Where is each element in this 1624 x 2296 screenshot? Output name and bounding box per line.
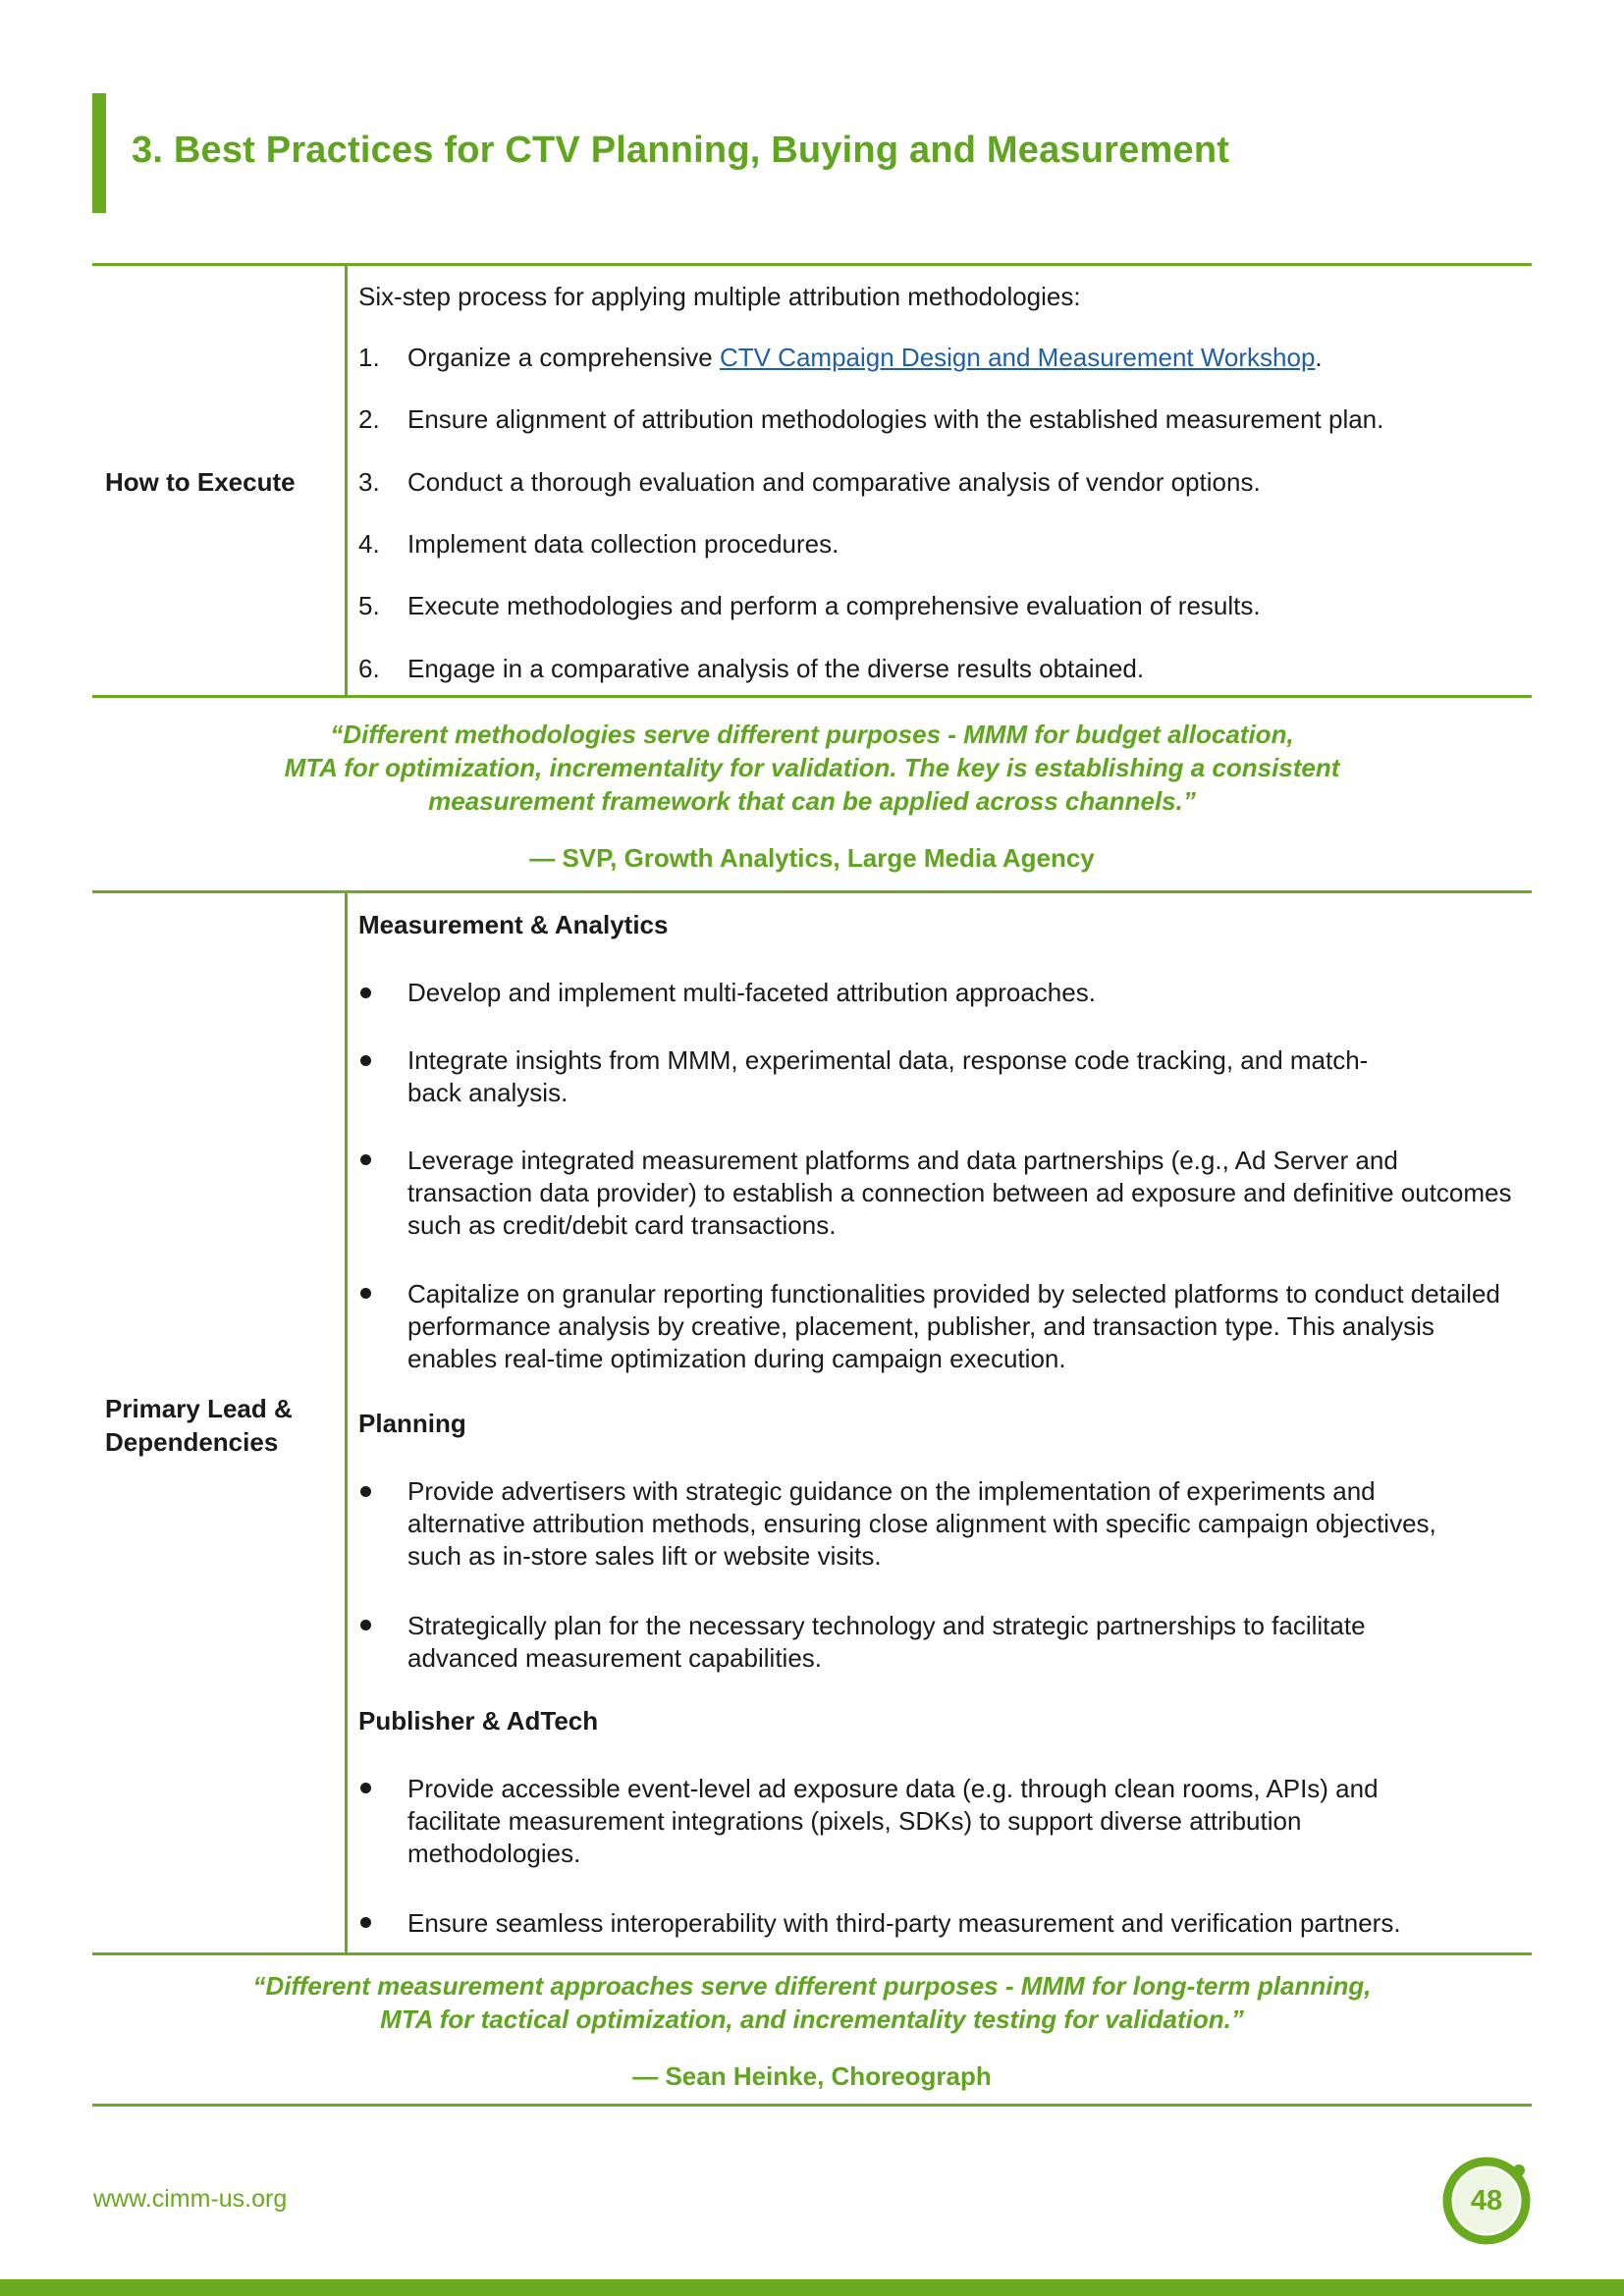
quote-attribution: — Sean Heinke, Choreograph bbox=[632, 2061, 992, 2091]
list-item: Integrate insights from MMM, experimental data, response code tracking, and match-back analysis. bbox=[407, 1045, 1369, 1107]
page-number: 48 bbox=[1470, 2185, 1503, 2216]
list-item: Provide advertisers with strategic guidance on the implementation of experiments and alternative attribution methods, ensuring close alignment with specific campaign objectives, such as in-store sales lift or website visits. bbox=[407, 1476, 1436, 1571]
step-number: 4. bbox=[358, 529, 380, 559]
quote-attribution: — SVP, Growth Analytics, Large Media Agency bbox=[529, 843, 1095, 873]
lead-top-rule bbox=[92, 890, 1532, 893]
bullet-icon bbox=[360, 1783, 371, 1793]
section-heading: Planning bbox=[358, 1409, 466, 1438]
title-accent-bar bbox=[92, 93, 106, 213]
section-heading: Measurement & Analytics bbox=[358, 910, 669, 939]
step-item-1 bbox=[407, 341, 1323, 374]
bullet-icon bbox=[360, 1288, 371, 1299]
step-number: 3. bbox=[358, 467, 380, 497]
step-number: 5. bbox=[358, 591, 380, 620]
step-suffix: . bbox=[1315, 343, 1323, 372]
step-item-2: Ensure alignment of attribution methodologies with the established measurement plan. bbox=[407, 404, 1384, 434]
lead-label-line: Dependencies bbox=[105, 1427, 279, 1457]
bullet-icon bbox=[360, 1055, 371, 1066]
page-title: 3. Best Practices for CTV Planning, Buying and Measurement bbox=[132, 130, 1230, 171]
lead-column-divider bbox=[345, 892, 348, 1952]
list-item: Provide accessible event-level ad exposure data (e.g. through clean rooms, APIs) and facilitate measurement integrations (pixels, SDKs) to support diverse attribution methodologies. bbox=[407, 1774, 1379, 1868]
bullet-icon bbox=[360, 1154, 371, 1165]
step-number: 1. bbox=[358, 343, 380, 372]
step-item-6: Engage in a comparative analysis of the diverse results obtained. bbox=[407, 654, 1145, 683]
quote-line: measurement framework that can be applied across channels.” bbox=[428, 786, 1196, 816]
bullet-icon bbox=[360, 988, 371, 998]
footer-website-link[interactable]: www.cimm-us.org bbox=[93, 2185, 288, 2213]
step-item-4: Implement data collection procedures. bbox=[407, 529, 839, 559]
lead-bottom-rule bbox=[92, 1952, 1532, 1955]
execute-row-label: How to Execute bbox=[105, 467, 296, 497]
bullet-icon bbox=[360, 1917, 371, 1928]
quote-line: MTA for optimization, incrementality for validation. The key is establishing a consistent bbox=[284, 753, 1340, 782]
execute-column-divider bbox=[345, 265, 348, 695]
lead-label-line: Primary Lead & bbox=[105, 1394, 293, 1423]
list-item: Capitalize on granular reporting functionalities provided by selected platforms to conduct detailed performance analysis by creative, placement, publisher, and transaction type. This analysis enables real-time optimization during campaign execution. bbox=[407, 1279, 1500, 1373]
list-item: Strategically plan for the necessary technology and strategic partnerships to facilitate advanced measurement capabilities. bbox=[407, 1611, 1366, 1673]
footer-band bbox=[0, 2279, 1624, 2296]
quote-line: “Different measurement approaches serve different purposes - MMM for long-term planning, bbox=[252, 1971, 1372, 2001]
execute-intro: Six-step process for applying multiple attribution methodologies: bbox=[358, 282, 1081, 311]
step-number: 2. bbox=[358, 404, 380, 434]
step-text: Organize a comprehensive bbox=[407, 343, 720, 372]
bullet-icon bbox=[360, 1620, 371, 1630]
step-number: 6. bbox=[358, 654, 380, 683]
lead-row-label bbox=[105, 1392, 293, 1459]
table-bottom-rule bbox=[92, 2104, 1532, 2107]
step-item-3: Conduct a thorough evaluation and comparative analysis of vendor options. bbox=[407, 467, 1261, 497]
quote-line: “Different methodologies serve different purposes - MMM for budget allocation, bbox=[330, 720, 1294, 749]
list-item: Leverage integrated measurement platforms and data partnerships (e.g., Ad Server and transaction data provider) to establish a connection between ad exposure and definitive outcomes such as credit/debit card transactions. bbox=[407, 1146, 1512, 1240]
quote-line: MTA for tactical optimization, and incrementality testing for validation.” bbox=[380, 2004, 1244, 2034]
execute-bottom-rule bbox=[92, 695, 1532, 698]
list-item: Ensure seamless interoperability with third-party measurement and verification partners. bbox=[407, 1908, 1401, 1938]
bullet-icon bbox=[360, 1486, 371, 1497]
workshop-link[interactable]: CTV Campaign Design and Measurement Workshop bbox=[719, 343, 1316, 372]
table-top-rule bbox=[92, 263, 1532, 266]
list-item: Develop and implement multi-faceted attribution approaches. bbox=[407, 978, 1096, 1007]
step-item-5: Execute methodologies and perform a comprehensive evaluation of results. bbox=[407, 591, 1261, 620]
section-heading: Publisher & AdTech bbox=[358, 1706, 599, 1735]
